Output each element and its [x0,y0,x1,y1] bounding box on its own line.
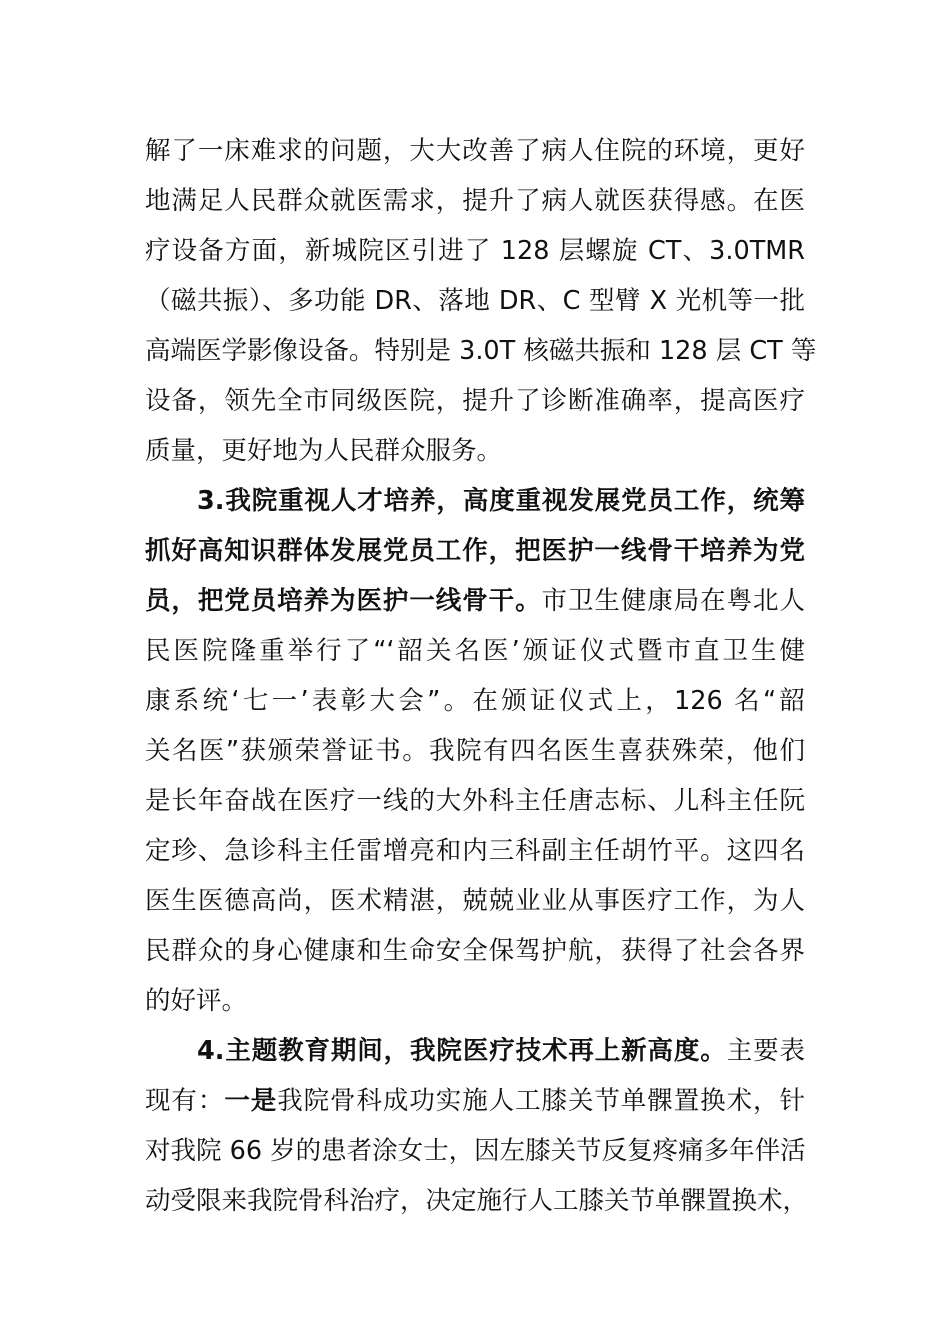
text-run: 现有： [145,1086,225,1116]
text-line [145,126,805,176]
text-line [145,976,805,1026]
text-line [145,1076,805,1126]
text-line [145,376,805,426]
text-line [145,576,805,626]
text-line [145,676,805,726]
text-line [145,776,805,826]
section-heading-text: 抓好高知识群体发展党员工作，把医护一线骨干培养为党 [145,536,805,566]
text-line [145,326,817,376]
text-run: 高端医学影像设备。特别是 3.0T 核磁共振和 128 层 CT 等 [145,336,817,366]
text-line [145,426,805,476]
text-line [145,276,805,326]
text-line [145,876,805,926]
section-heading-text: 3.我院重视人才培养，高度重视发展党员工作，统筹 [197,486,805,516]
text-run: 康系统‘七一’表彰大会”。在颁证仪式上，126 名“韶 [145,686,805,716]
text-run: 疗设备方面，新城院区引进了 128 层螺旋 CT、3.0TMR [145,236,805,266]
section-heading-text: 4.主题教育期间，我院医疗技术再上新高度。 [197,1036,727,1066]
section-heading-line [145,476,805,526]
text-run: 对我院 66 岁的患者涂女士，因左膝关节反复疼痛多年伴活 [145,1136,806,1166]
text-run: 是长年奋战在医疗一线的大外科主任唐志标、儿科主任阮 [145,786,805,816]
text-run: 设备，领先全市同级医院，提升了诊断准确率，提高医疗 [145,386,805,416]
text-run: 市卫生健康局在粤北人 [541,586,805,616]
text-run: 医生医德高尚，医术精湛，兢兢业业从事医疗工作，为人 [145,886,805,916]
text-run: 的好评。 [145,986,248,1016]
text-run: 关名医”获颁荣誉证书。我院有四名医生喜获殊荣，他们 [145,736,805,766]
text-line [145,1126,805,1176]
text-line [145,626,805,676]
section-heading-text: 员，把党员培养为医护一线骨干。 [145,586,542,616]
text-run: （磁共振）、多功能 DR、落地 DR、C 型臂 X 光机等一批 [145,286,805,316]
text-line [145,1176,809,1226]
text-line [145,826,805,876]
section-heading-line [145,1026,805,1076]
document-body [145,126,817,1226]
text-line [145,726,805,776]
text-run: 民群众的身心健康和生命安全保驾护航，获得了社会各界 [145,936,805,966]
text-run: 动受限来我院骨科治疗，决定施行人工膝关节单髁置换术， [145,1186,809,1216]
text-run: 定珍、急诊科主任雷增亮和内三科副主任胡竹平。这四名 [145,836,805,866]
section-heading-line [145,526,805,576]
text-line [145,926,805,976]
text-run: 地满足人民群众就医需求，提升了病人就医获得感。在医 [145,186,805,216]
emphasis-text: 一是 [224,1086,278,1116]
text-line [145,226,805,276]
text-run: 我院骨科成功实施人工膝关节单髁置换术，针 [277,1086,805,1116]
text-run: 主要表 [726,1036,805,1066]
text-run: 民医院隆重举行了“‘韶关名医’颁证仪式暨市直卫生健 [145,636,805,666]
text-line [145,176,805,226]
text-run: 质量，更好地为人民群众服务。 [145,436,503,466]
text-run: 解了一床难求的问题，大大改善了病人住院的环境，更好 [145,136,805,166]
